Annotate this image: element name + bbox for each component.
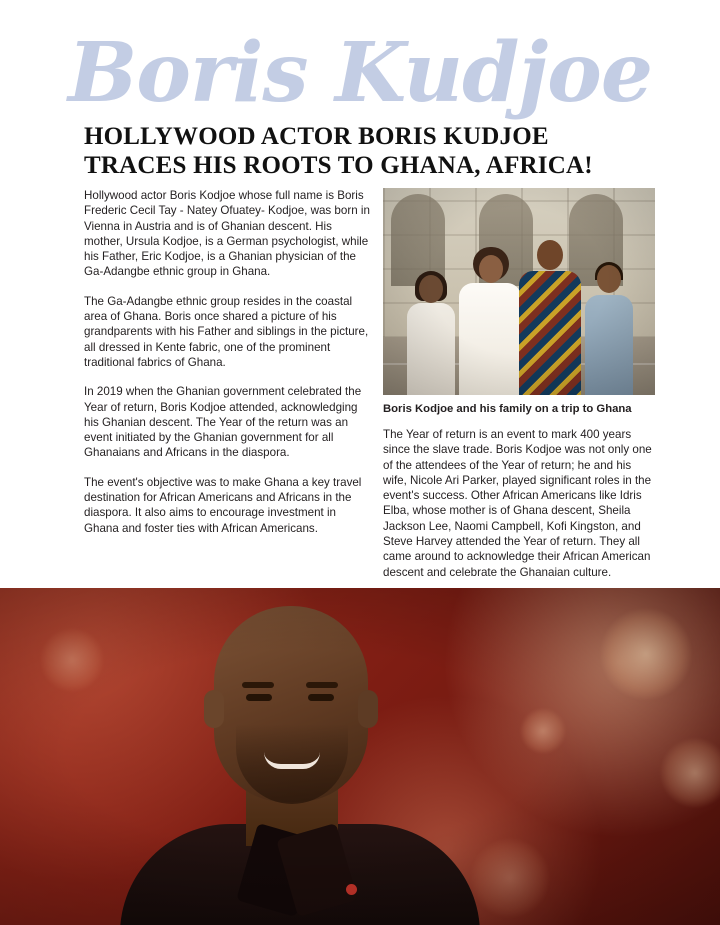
- photo-caption: Boris Kodjoe and his family on a trip to Ghana: [383, 403, 632, 415]
- photo-vignette: [383, 188, 655, 395]
- right-paragraph-1: The Year of return is an event to mark 400 years since the slave trade. Boris Kodjoe was not only one of the attendees of the Year of return; he and his wife, Nicole Ari Parker, played significant roles in the event's success. Other African Americans like Idris Elba, whose mother is of Ghana descent, Sheila Jackson Lee, Naomi Campbell, Kofi Kingston, and Steve Harvey attended the Year of return. They all came around to acknowledge their African American descent and celebrate the Ghanaian culture.: [383, 428, 652, 579]
- right-column: [383, 188, 655, 580]
- masthead: [0, 25, 720, 121]
- left-column: [84, 188, 371, 536]
- hero-vignette: [0, 588, 720, 925]
- left-paragraph-2: The Ga-Adangbe ethnic group resides in the coastal area of Ghana. Boris once shared a picture of his grandparents with his Father and siblings in the picture, all dressed in Kente fabric, one of the prominent traditional fabrics of Ghana.: [84, 294, 369, 369]
- headline-line-1: HOLLYWOOD ACTOR BORIS KUDJOE: [84, 123, 549, 150]
- masthead-title: Boris Kudjoe: [67, 25, 653, 121]
- left-paragraph-3: In 2019 when the Ghanian government celebrated the Year of return, Boris Kodjoe attended, acknowledging his Ghanian descent. The Year of the return was an event initiated by the Ghanian government for all Ghanaians and Africans in the diaspora.: [84, 385, 362, 460]
- left-paragraph-4: The event's objective was to make Ghana a key travel destination for African Americans and Africans in the diaspora. It also aims to encourage investment in Ghana and foster ties with African Americans.: [84, 475, 362, 535]
- headline-line-2: TRACES HIS ROOTS TO GHANA, AFRICA!: [84, 152, 593, 179]
- article-headline: [84, 122, 654, 180]
- hero-photo: [0, 588, 720, 925]
- left-paragraph-1: Hollywood actor Boris Kodjoe whose full name is Boris Frederic Cecil Tay - Natey Ofuatey- Kodjoe, was born in Vienna in Austria and is of Ghanian descent. His mother, Ursula Kodjoe, is a German psychologist, while his Father, Eric Kodjoe, is a Ghanian physician of the Ga-Adangbe ethnic group in Ghana.: [84, 189, 370, 279]
- family-photo: [383, 188, 655, 395]
